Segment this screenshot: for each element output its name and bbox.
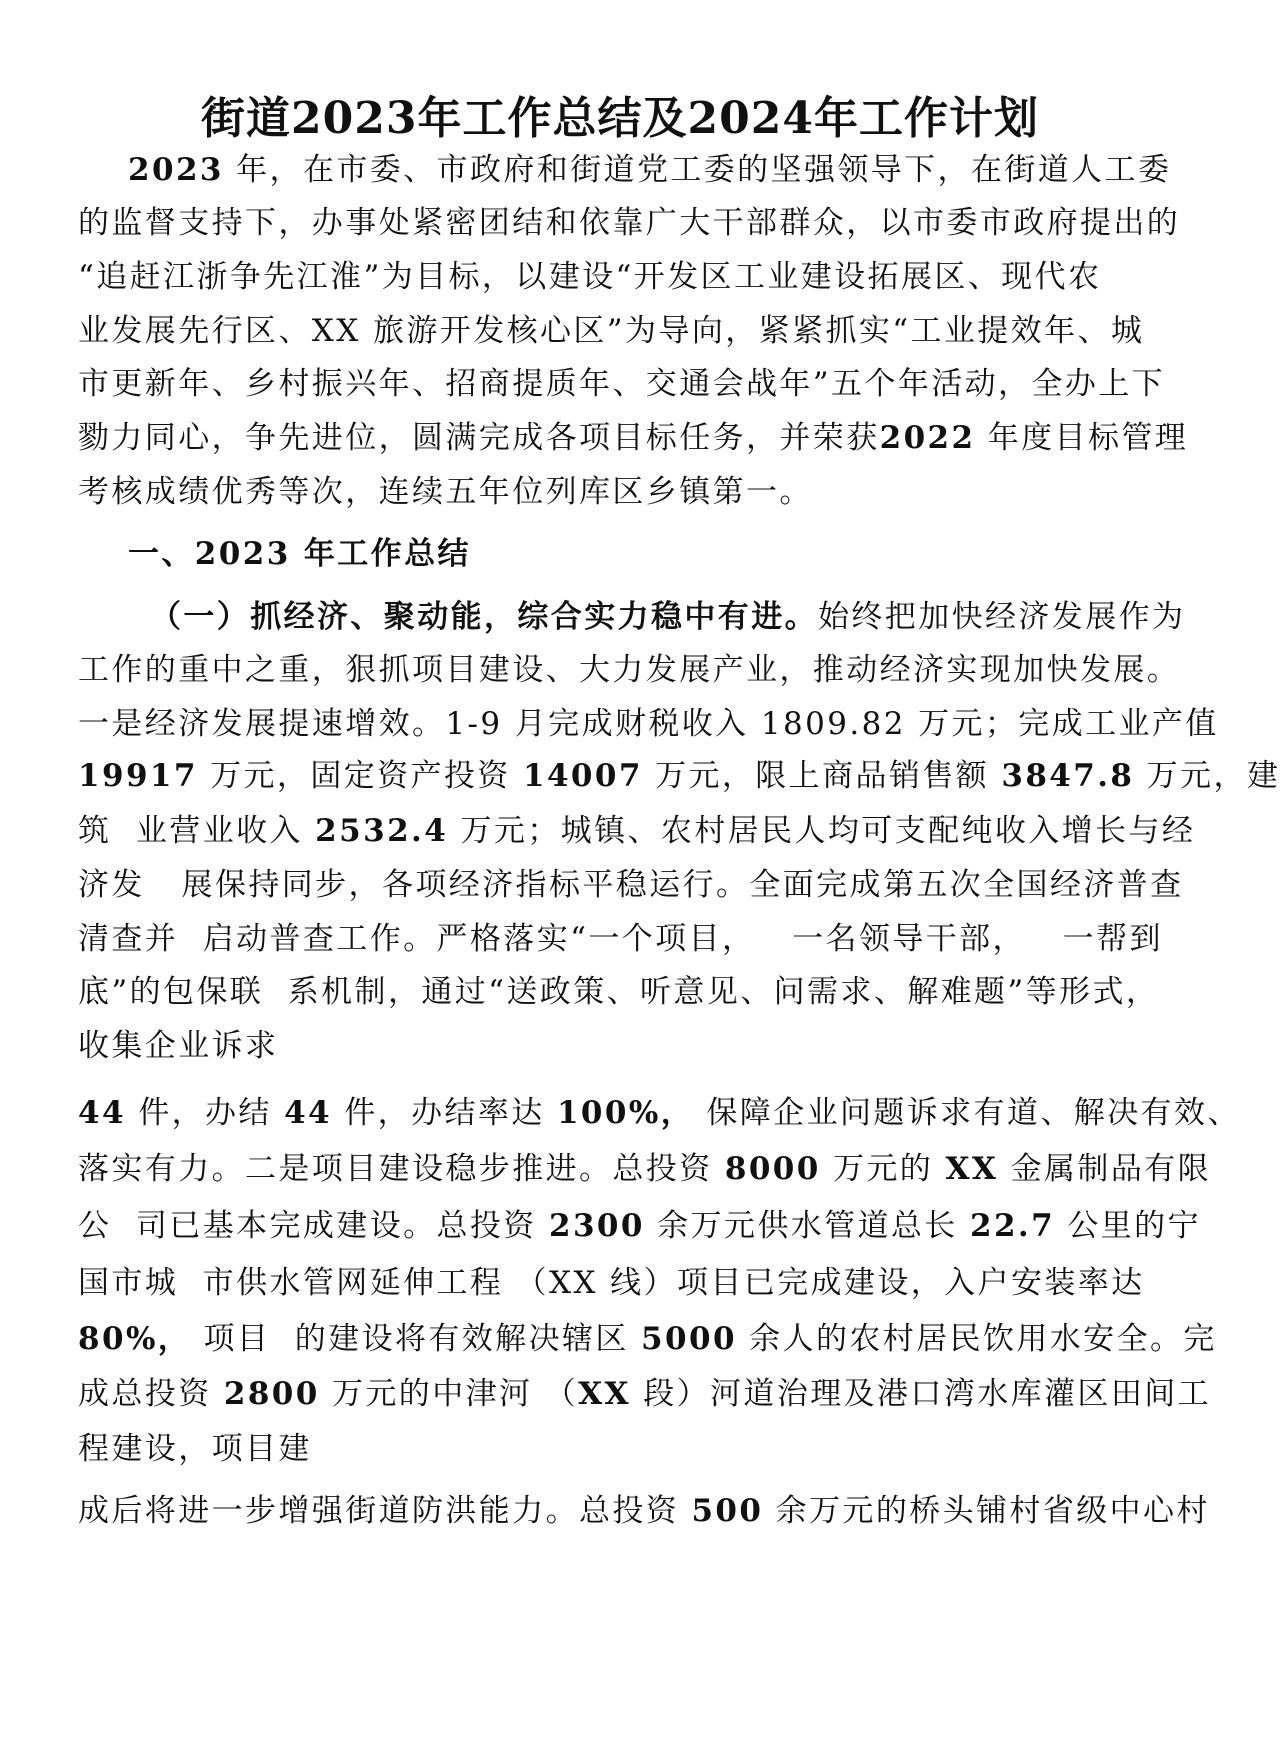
text-run: 保障企业问题诉求有道、解决有效、 [694,1095,1241,1131]
paragraph-line [128,150,1171,190]
paragraph-line [78,865,1184,905]
bold-text: 500 [691,1493,764,1529]
paragraph-line [78,811,1195,851]
text-run: 的监督支持下，办事处紧密团结和依靠广大干部群众，以市委市政府提出的 [78,205,1181,241]
text-run: 公里的宁 [1055,1208,1201,1244]
bold-text: 5000 [641,1321,737,1357]
text-run: 万元的中津河 （ [319,1376,579,1412]
text-run: 余万元的桥头铺村省级中心村 [763,1493,1210,1529]
paragraph-line [78,1263,1145,1303]
text-run: 万元，建 [1134,758,1280,794]
text-run: 市更新年、乡村振兴年、招商提质年、交通会战年”五个年活动，全办上下 [78,366,1166,402]
text-run: 成总投资 [78,1376,224,1412]
text-run: 工作的重中之重，狠抓项目建设、大力发展产业，推动经济实现加快发展。 [78,652,1181,688]
bold-text: 2300 [548,1208,645,1244]
text-run: “追赶江浙争先江淮”为目标，以建设“开发区工业建设拓展区、现代农 [78,259,1102,295]
paragraph-line [78,257,1101,297]
paragraph-line [78,364,1165,404]
bold-text: 14007 [522,758,643,794]
bold-text: 3847.8 [1001,758,1135,794]
paragraph-line [78,1026,278,1066]
bold-text: 44 [284,1095,333,1131]
text-run: 成后将进一步增强街道防洪能力。总投资 [78,1493,692,1529]
text-run: 万元；城镇、农村居民人均可支配纯收入增长与经 [448,813,1196,849]
paragraph-line [78,203,1180,243]
bold-text: 80%， [78,1321,192,1357]
paragraph-line [78,418,1188,458]
paragraph-line [78,1429,312,1469]
text-run: 余万元供水管道总长 [644,1208,970,1244]
text-run: 公 司已基本完成建设。总投资 [78,1208,549,1244]
text-run: 济发 展保持同步，各项经济指标平稳运行。全面完成第五次全国经济普查 [78,867,1184,903]
text-run: 清查并 启动普查工作。严格落实“一个项目， 一名领导干部， 一帮到 [78,921,1163,957]
text-run: 程建设，项目建 [78,1431,312,1467]
bold-text: 2532.4 [315,813,449,849]
paragraph-line [78,704,1219,744]
bold-text: 8000 [724,1151,821,1187]
bold-text: 2800 [223,1376,320,1412]
bold-text: 100%， [556,1095,695,1131]
bold-text: 2022 [879,420,976,456]
text-run: 项目 的建设将有效解决辖区 [191,1321,642,1357]
paragraph-line [78,1206,1201,1246]
text-run: 一是经济发展提速增效。1-9 月完成财税收入 1809.82 万元；完成工业产值 [78,706,1219,742]
paragraph-line [78,1149,1211,1189]
text-run: 业发展先行区、XX 旅游开发核心区”为导向，紧紧抓实“工业提效年、城 [78,313,1145,349]
text-run: 余人的农村居民饮用水安全。完 [736,1321,1217,1357]
text-run: 年度目标管理 [975,420,1189,456]
document-title: 街道2023年工作总结及2024年工作计划 [201,93,1039,144]
subsection-heading-line [150,597,1185,637]
text-run: 年，在市委、市政府和街道党工委的坚强领导下，在街道人工委 [223,152,1172,188]
paragraph-line [78,472,813,512]
bold-text: 一、2023 年工作总结 [128,536,471,572]
text-run: 万元，限上商品销售额 [642,758,1002,794]
text-run: 始终把加快经济发展作为 [818,599,1186,635]
text-run: 段）河道治理及港口湾水库灌区田间工 [630,1376,1212,1412]
paragraph-line [78,1374,1211,1414]
text-run: 件，办结率达 [332,1095,557,1131]
text-run: 落实有力。二是项目建设稳步推进。总投资 [78,1151,725,1187]
bold-text: XX [578,1376,631,1412]
text-run: 万元，固定资产投资 [197,758,523,794]
paragraph-line [78,756,1280,796]
paragraph-line [78,1319,1217,1359]
bold-text: XX [945,1151,999,1187]
bold-text: 19917 [78,758,198,794]
paragraph-line [78,311,1144,351]
paragraph-line [78,650,1180,690]
paragraph-line [78,1093,1241,1133]
text-run: 底”的包保联 系机制，通过“送政策、听意见、问需求、解难题”等形式， [78,974,1160,1010]
paragraph-line [78,972,1159,1012]
bold-text: 22.7 [969,1208,1056,1244]
bold-text: 2023 [128,152,224,188]
text-run: 件，办结 [125,1095,285,1131]
paragraph-line [78,1491,1210,1531]
text-run: 考核成绩优秀等次，连续五年位列库区乡镇第一。 [78,474,813,510]
text-run: 金属制品有限 [998,1151,1212,1187]
bold-text: 44 [78,1095,126,1131]
paragraph-line [78,919,1163,959]
text-run: 勠力同心，争先进位，圆满完成各项目标任务，并荣获 [78,420,880,456]
section-heading [128,534,471,574]
text-run: 国市城 市供水管网延伸工程 （XX 线）项目已完成建设，入户安装率达 [78,1265,1145,1301]
text-run: 收集企业诉求 [78,1028,279,1064]
bold-text: （一）抓经济、聚动能，综合实力稳中有进。 [150,599,818,635]
text-run: 万元的 [820,1151,946,1187]
text-run: 筑 业营业收入 [78,813,316,849]
